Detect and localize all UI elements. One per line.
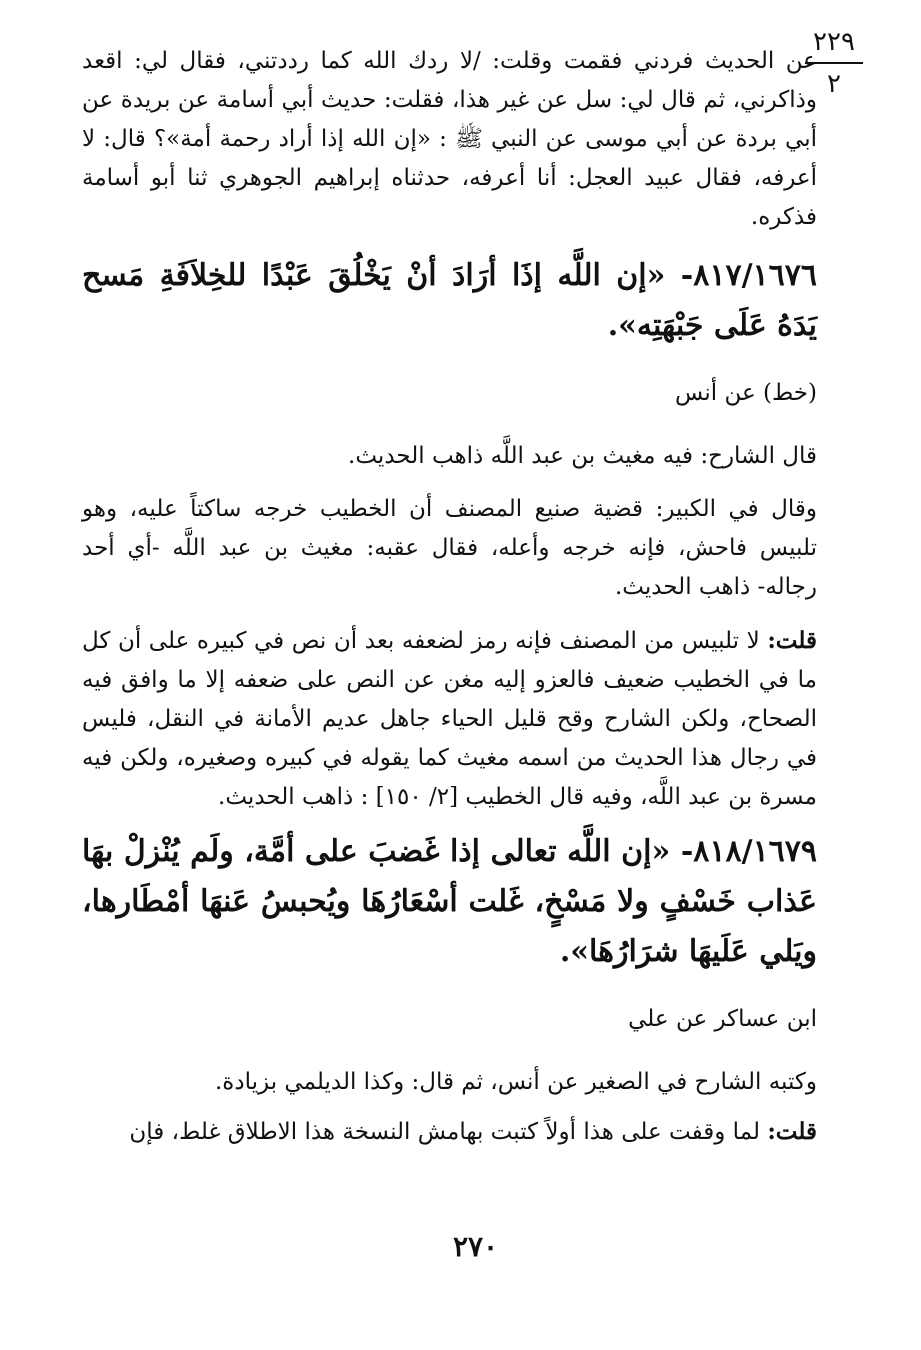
author-response-1: [82, 621, 817, 817]
margin-reference-top: ٢٢٩: [813, 27, 855, 57]
hadith-1676: [82, 251, 817, 351]
hadith-1679: [82, 827, 817, 977]
page-number: ٢٧٠: [452, 1230, 499, 1263]
hadith-1679-number: ٨١٨/١٦٧٩-: [680, 834, 818, 869]
commentator-note: قال الشارح: فيه مغيث بن عبد اللَّه ذاهب الحديث.: [348, 443, 817, 469]
paragraph-continuation: عن الحديث فردني فقمت وقلت: /لا ردك الله كما رددتني، فقال لي: اقعد وذاكرني، ثم قال لي: سل عن غير هذا، فقلت: حديث أبي أسامة عن بريدة عن أبي بردة عن أبي موسى عن النبي ﷺ : «إن الله إذا أراد رحمة أمة»؟ قال: لا أعرفه، فقال عبيد العجل: أنا أعرفه، حدثناه إبراهيم الجوهري ثنا أبو أسامة فذكره.: [82, 48, 817, 230]
author-response-2-lead: قلت:: [767, 1118, 817, 1145]
hadith-1679-source: ابن عساكر عن علي: [628, 1006, 817, 1032]
author-response-1-lead: قلت:: [767, 627, 817, 654]
hadith-1676-source: (خط) عن أنس: [675, 380, 817, 406]
margin-reference-bottom: ٢: [827, 69, 841, 99]
page-body: [82, 42, 817, 1166]
author-response-1-text: لا تلبيس من المصنف فإنه رمز لضعفه بعد أن نص في كبيره على أن كل ما في الخطيب ضعيف فالعزو إليه مغن عن النص على ضعفه إلا ما وافق فيه الصحاح، ولكن الشارح وقح قليل الحياء جاهل عديم الأمانة في النقل، فليس في رجال هذا الحديث من اسمه مغيث كما يقوله في كبيره وصغيره، ولكن فيه مسرة بن عبد اللَّه، وفيه قال الخطيب [٢/ ١٥٠] : ذاهب الحديث.: [82, 628, 817, 810]
commentator-saghir-note: وكتبه الشارح في الصغير عن أنس، ثم قال: وكذا الديلمي بزيادة.: [214, 1069, 817, 1095]
hadith-1679-text: «إن اللَّه تعالى إذا غَضبَ على أمَّة، ولَم يُنْزلْ بهَا عَذاب خَسْفٍ ولا مَسْخٍ، غَلت أسْعَارُهَا ويُحبسُ عَنهَا أمْطَارها، ويَلي عَلَيهَا شرَارُهَا».: [82, 834, 817, 969]
author-response-2-text: لما وقفت على هذا أولاً كتبت بهامش النسخة هذا الاطلاق غلط، فإن: [129, 1119, 768, 1145]
commentator-kabir-note: وقال في الكبير: قضية صنيع المصنف أن الخطيب خرجه ساكتاً عليه، وهو تلبيس فاحش، فإنه خرجه وأعله، فقال عقبه: مغيث بن عبد اللَّه -أي أحد رجاله- ذاهب الحديث.: [82, 496, 817, 600]
author-response-2: [82, 1112, 817, 1152]
hadith-1676-text: «إن اللَّه إذَا أرَادَ أنْ يَخْلُقَ عَبْدًا للخِلاَفَةِ مَسح يَدَهُ عَلَى جَبْهَتِه».: [82, 258, 817, 343]
hadith-1676-number: ٨١٧/١٦٧٦-: [680, 258, 817, 293]
